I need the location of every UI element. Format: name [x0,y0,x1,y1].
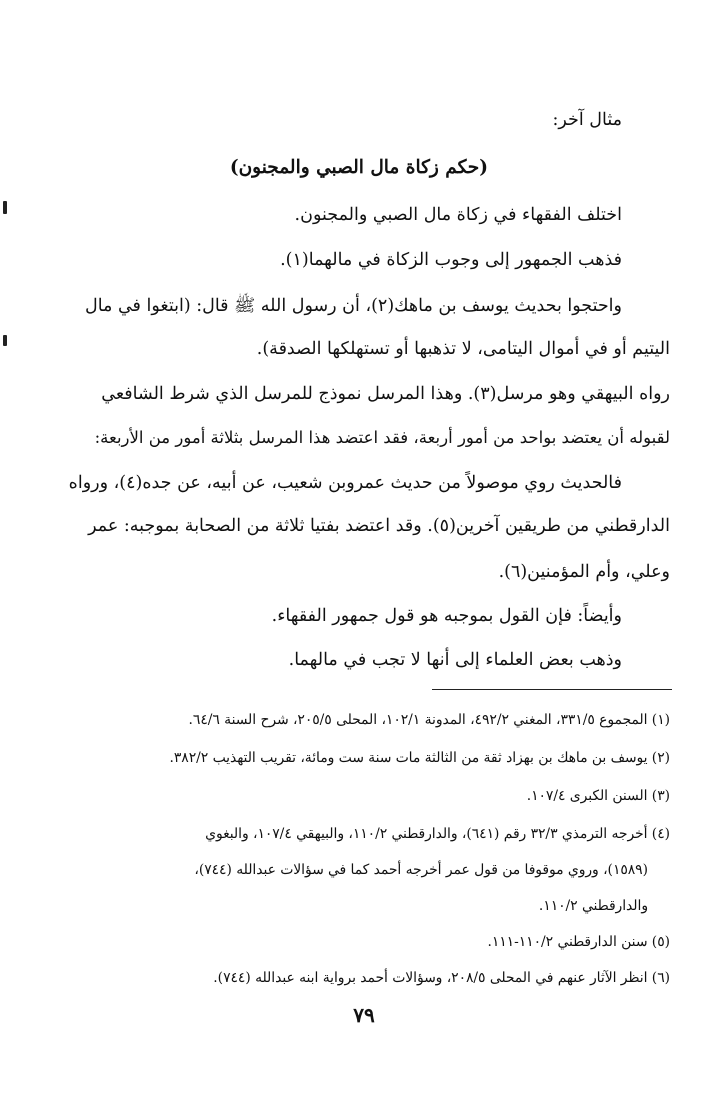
paragraph-line: وأيضاً: فإن القول بموجبه هو قول جمهور الفقهاء. [271,606,622,626]
paragraph-line: الدارقطني من طريقين آخرين(٥). وقد اعتضد بفتيا ثلاثة من الصحابة بموجبه: عمر [88,516,670,536]
paragraph-line: رواه البيهقي وهو مرسل(٣). وهذا المرسل نموذج للمرسل الذي شرط الشافعي [101,384,670,404]
footnote-line: (٥) سنن الدارقطني ١١٠/٢-١١١. [487,934,670,950]
footnote-line: (١) المجموع ٣٣١/٥، المغني ٤٩٢/٢، المدونة ١٠٢/١، المحلى ٢٠٥/٥، شرح السنة ٦٤/٦. [188,712,670,728]
paragraph-line: وعلي، وأم المؤمنين(٦). [498,562,670,582]
section-heading: (حكم زكاة مال الصبي والمجنون) [229,157,488,178]
footnote-line: (٢) يوسف بن ماهك بن بهزاد ثقة من الثالثة مات سنة ست ومائة، تقريب التهذيب ٣٨٢/٢. [169,750,670,766]
footnote-line: (٦) انظر الآثار عنهم في المحلى ٢٠٨/٥، وسؤالات أحمد برواية ابنه عبدالله (٧٤٤). [213,970,670,986]
paragraph-line: واحتجوا بحديث يوسف بن ماهك(٢)، أن رسول الله ﷺ قال: (ابتغوا في مال [84,296,622,316]
paragraph-line: فذهب الجمهور إلى وجوب الزكاة في مالهما(١). [280,250,622,270]
footnote-line: (١٥٨٩)، وروي موقوفا من قول عمر أخرجه أحمد كما في سؤالات عبدالله (٧٤٤)، [194,862,648,878]
footnote-line: (٣) السنن الكبرى ١٠٧/٤. [526,788,670,804]
footnote-separator [432,689,672,690]
example-label: مثال آخر: [552,110,622,130]
paragraph-line: اختلف الفقهاء في زكاة مال الصبي والمجنون. [294,205,622,225]
margin-mark-bottom [3,335,7,346]
margin-mark-top [3,201,7,214]
paragraph-line: اليتيم أو في أموال اليتامى، لا تذهبها أو تستهلكها الصدقة). [256,339,670,359]
footnote-line: والدارقطني ١١٠/٢. [538,898,648,914]
paragraph-line: لقبوله أن يعتضد بواحد من أمور أربعة، فقد اعتضد هذا المرسل بثلاثة أمور من الأربعة: [94,428,670,447]
paragraph-line: وذهب بعض العلماء إلى أنها لا تجب في مالهما. [288,650,622,670]
paragraph-line: فالحديث روي موصولاً من حديث عمروبن شعيب، عن أبيه، عن جده(٤)، ورواه [68,473,622,493]
footnote-line: (٤) أخرجه الترمذي ٣٢/٣ رقم (٦٤١)، والدارقطني ١١٠/٢، والبيهقي ١٠٧/٤، والبغوي [205,826,670,842]
page-number: ٧٩ [353,1003,375,1027]
